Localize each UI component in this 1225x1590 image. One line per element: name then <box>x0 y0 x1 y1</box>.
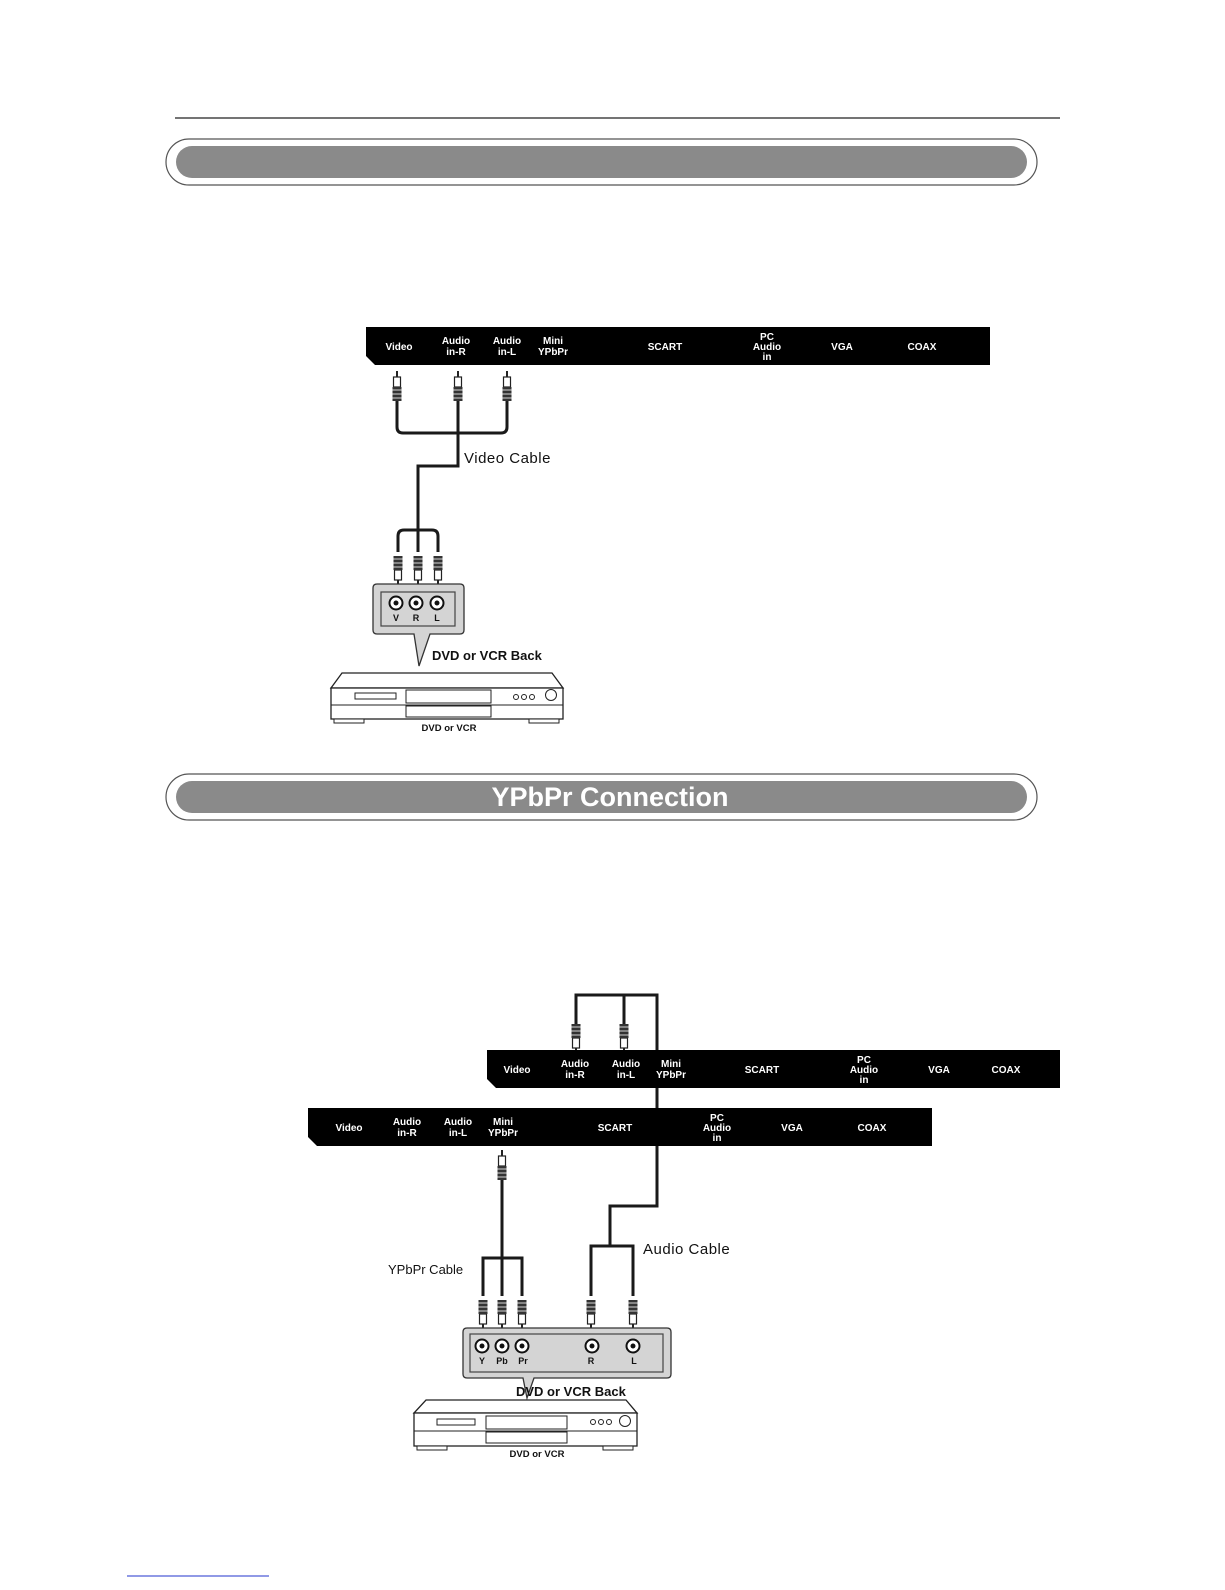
jack-pr-label: Pr <box>518 1356 528 1366</box>
port-pc-audio-label: PC <box>857 1055 871 1066</box>
video-cable-label: Video Cable <box>464 450 551 467</box>
jack-l-label: L <box>434 613 440 623</box>
pr-jack-icon <box>516 1340 529 1353</box>
audio-l-jack-icon <box>627 1340 640 1353</box>
tv-port-panel <box>308 1108 932 1146</box>
rca-plug-icon <box>414 556 423 586</box>
rca-plug-icon <box>503 371 512 401</box>
port-audio-r-label: in-R <box>397 1128 417 1139</box>
port-audio-l-label: in-L <box>497 347 517 358</box>
jack-pb-label: Pb <box>496 1356 508 1366</box>
dvd-vcr-device <box>414 1400 637 1460</box>
port-coax-label: COAX <box>907 342 937 353</box>
pb-jack-icon <box>496 1340 509 1353</box>
ypbpr-cable <box>388 1150 527 1330</box>
jack-v-label: V <box>392 613 400 623</box>
jack-r-label: R <box>412 613 420 623</box>
port-audio-l-label: Audio <box>611 1059 641 1070</box>
port-audio-l-label: in-L <box>448 1128 468 1139</box>
port-coax-label: COAX <box>991 1065 1021 1076</box>
rca-plug-icon <box>394 556 403 586</box>
port-coax-label: COAX <box>857 1123 887 1134</box>
port-scart-label: SCART <box>597 1123 633 1134</box>
port-mini-ypbpr-label: YPbPr <box>655 1070 687 1081</box>
port-pc-audio-label: Audio <box>702 1123 732 1134</box>
port-vga-label: VGA <box>781 1123 803 1134</box>
port-audio-l-label: Audio <box>492 336 522 347</box>
port-audio-r-label: in-R <box>565 1070 585 1081</box>
port-scart-label: SCART <box>744 1065 780 1076</box>
port-vga-label: VGA <box>928 1065 950 1076</box>
audio-l-jack-icon <box>431 597 444 610</box>
dvd-device-label: DVD or VCR <box>509 1449 565 1460</box>
port-audio-r-label: in-R <box>446 347 466 358</box>
port-mini-ypbpr-label: YPbPr <box>537 347 569 358</box>
rca-plug-icon <box>629 1300 638 1330</box>
port-pc-audio-label: in <box>762 352 772 363</box>
device-back-panel <box>463 1328 671 1399</box>
jack-r-label: R <box>587 1356 595 1366</box>
port-audio-r-label: Audio <box>441 336 471 347</box>
port-audio-l-label: in-L <box>616 1070 636 1081</box>
rca-plug-icon <box>587 1300 596 1330</box>
port-pc-audio-label: in <box>859 1075 869 1086</box>
port-pc-audio-label: in <box>712 1133 722 1144</box>
port-audio-r-label: Audio <box>560 1059 590 1070</box>
port-mini-ypbpr-label: Mini <box>543 336 563 347</box>
jack-l-label: L <box>631 1356 637 1366</box>
audio-r-jack-icon <box>410 597 423 610</box>
dvd-device-label: DVD or VCR <box>421 723 477 734</box>
video-cable <box>393 371 551 586</box>
port-scart-label: SCART <box>647 342 683 353</box>
port-mini-ypbpr-label: Mini <box>493 1117 513 1128</box>
audio-cable-label: Audio Cable <box>643 1241 731 1258</box>
port-video-label: Video <box>503 1065 531 1076</box>
tv-port-panel <box>366 327 990 365</box>
audio-r-jack-icon <box>586 1340 599 1353</box>
ypbpr-section-banner <box>166 774 1037 820</box>
port-pc-audio-label: Audio <box>849 1065 879 1076</box>
rca-plug-icon <box>393 371 402 401</box>
dvd-vcr-device <box>331 673 563 734</box>
audio-cable <box>572 995 731 1330</box>
ypbpr-cable-label: YPbPr Cable <box>388 1262 464 1277</box>
dvd-back-label: DVD or VCR Back <box>432 648 542 663</box>
y-jack-icon <box>476 1340 489 1353</box>
dvd-back-label: DVD or VCR Back <box>516 1384 626 1399</box>
rca-plug-icon <box>479 1300 488 1330</box>
ypbpr-section-title: YPbPr Connection <box>491 782 729 812</box>
rca-plug-icon <box>454 371 463 401</box>
port-audio-l-label: Audio <box>443 1117 473 1128</box>
port-video-label: Video <box>335 1123 363 1134</box>
port-pc-audio-label: PC <box>760 332 774 343</box>
port-pc-audio-label: PC <box>710 1113 724 1124</box>
mini-plug-icon <box>498 1150 507 1180</box>
video-section-banner <box>166 139 1037 185</box>
port-vga-label: VGA <box>831 342 853 353</box>
rca-plug-icon <box>518 1300 527 1330</box>
port-mini-ypbpr-label: Mini <box>661 1059 681 1070</box>
rca-plug-icon <box>498 1300 507 1330</box>
tv-port-panel <box>487 1050 1060 1088</box>
jack-y-label: Y <box>478 1356 486 1366</box>
video-jack-icon <box>390 597 403 610</box>
port-video-label: Video <box>385 342 413 353</box>
rca-plug-icon <box>620 1024 629 1054</box>
rca-plug-icon <box>572 1024 581 1054</box>
rca-plug-icon <box>434 556 443 586</box>
port-audio-r-label: Audio <box>392 1117 422 1128</box>
port-pc-audio-label: Audio <box>752 342 782 353</box>
port-mini-ypbpr-label: YPbPr <box>487 1128 519 1139</box>
device-back-panel <box>373 584 543 666</box>
